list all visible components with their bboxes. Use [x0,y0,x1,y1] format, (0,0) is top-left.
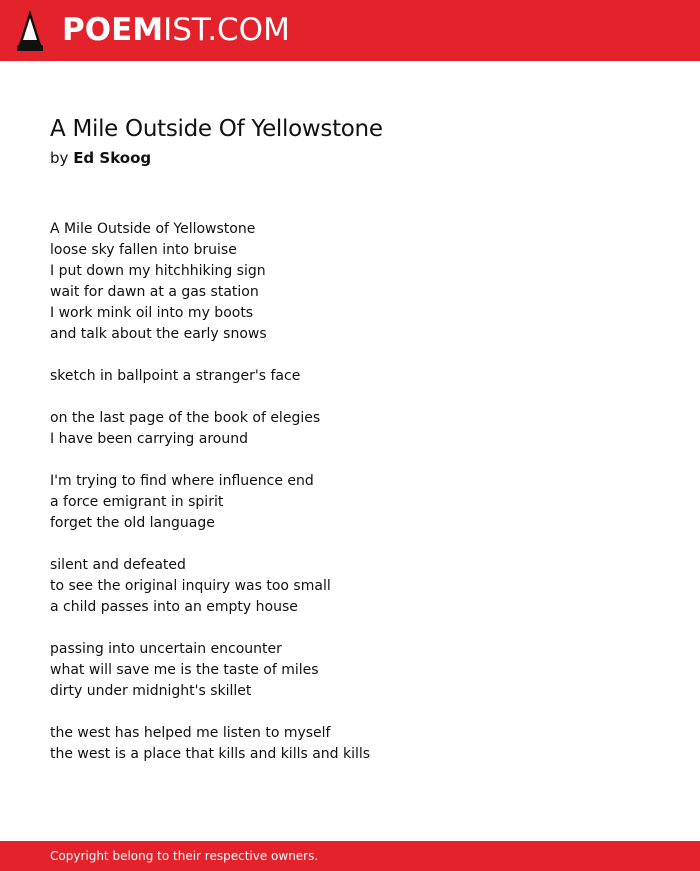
poem-line: wait for dawn at a gas station [50,284,259,300]
poem-line: dirty under midnight's skillet [50,683,252,699]
byline [50,149,151,167]
stanza-gap [50,450,650,471]
stanza [50,555,650,618]
stanza [50,219,650,345]
copyright-notice: Copyright belong to their respective owners. [50,849,319,863]
poem-line: the west has helped me listen to myself [50,725,331,741]
poem-line: the west is a place that kills and kills and kills [50,746,371,762]
stanza [50,471,650,534]
poem-line: I work mink oil into my boots [50,305,254,321]
poem-line: a child passes into an empty house [50,599,298,615]
stanza-gap [50,618,650,639]
poem-line: passing into uncertain encounter [50,641,282,657]
poem-line: I have been carrying around [50,431,248,447]
pencil-icon [17,10,43,51]
poem-line: loose sky fallen into bruise [50,242,237,258]
poem-line: I'm trying to find where influence end [50,473,314,489]
stanza-gap [50,387,650,408]
stanza-gap [50,702,650,723]
logo-text-bold: POEM [62,12,164,48]
poem-line: sketch in ballpoint a stranger's face [50,368,301,384]
site-header [0,0,700,61]
stanza [50,366,650,387]
poem-line: what will save me is the taste of miles [50,662,319,678]
poem-line: a force emigrant in spirit [50,494,224,510]
stanza [50,639,650,702]
author-name: Ed Skoog [73,149,152,167]
stanza [50,723,650,765]
poem-line: to see the original inquiry was too small [50,578,331,594]
poem-body [50,219,650,765]
poem-title: A Mile Outside Of Yellowstone [50,116,383,142]
site-logo[interactable] [62,10,290,51]
poem-line: on the last page of the book of elegies [50,410,321,426]
poem-line: and talk about the early snows [50,326,267,342]
by-label: by [50,149,69,167]
poem-line: silent and defeated [50,557,186,573]
stanza-gap [50,534,650,555]
poem-line: forget the old language [50,515,215,531]
stanza-gap [50,345,650,366]
site-footer [0,841,700,871]
poem-line: A Mile Outside of Yellowstone [50,221,256,237]
logo-text-light: IST.COM [163,12,290,48]
stanza [50,408,650,450]
poem-line: I put down my hitchhiking sign [50,263,266,279]
